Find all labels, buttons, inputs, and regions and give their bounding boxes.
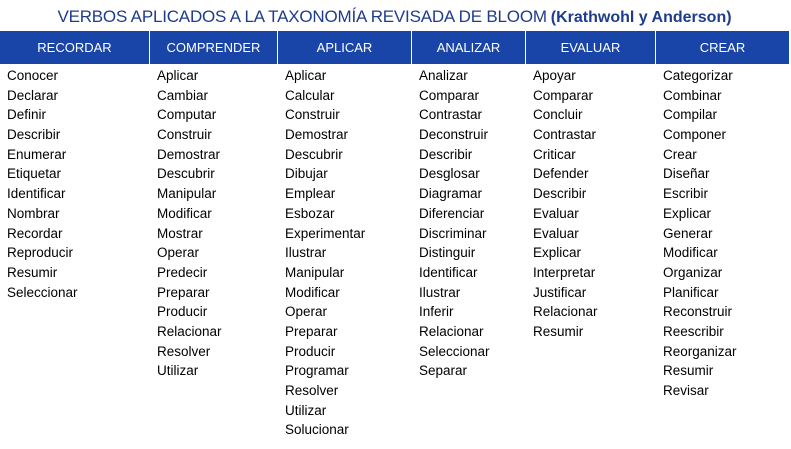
verb-list — [157, 66, 278, 381]
verb-item: Criticar — [533, 146, 576, 162]
verb-item: Producir — [157, 304, 208, 320]
verb-item: Identificar — [419, 264, 478, 280]
verb-item: Identificar — [7, 186, 66, 202]
title-authors-text: (Krathwohl y Anderson) — [550, 9, 732, 26]
verb-item: Solucionar — [285, 422, 349, 438]
verb-item: Concluir — [533, 107, 583, 123]
verb-list — [419, 66, 526, 381]
table-header-row — [0, 31, 789, 64]
verb-item: Explicar — [533, 245, 582, 261]
verb-columns — [0, 66, 789, 440]
verb-item: Evaluar — [533, 205, 579, 221]
verb-list — [285, 66, 412, 440]
verb-item: Mostrar — [157, 225, 203, 241]
verb-item: Diseñar — [663, 166, 710, 182]
verb-item: Interpretar — [533, 264, 596, 280]
verb-item: Declarar — [7, 87, 59, 103]
verb-item: Dibujar — [285, 166, 328, 182]
verb-list — [533, 66, 656, 342]
verb-item: Discriminar — [419, 225, 487, 241]
verb-item: Recordar — [7, 225, 63, 241]
verb-item: Describir — [7, 127, 61, 143]
verb-item: Combinar — [663, 87, 722, 103]
verb-item: Preparar — [285, 323, 338, 339]
column-comprender — [150, 66, 278, 440]
verb-item: Separar — [419, 363, 468, 379]
verb-item: Inferir — [419, 304, 454, 320]
verb-item: Resumir — [663, 363, 714, 379]
verb-item: Relacionar — [419, 323, 484, 339]
verb-item: Demostrar — [285, 127, 349, 143]
column-header-recordar: RECORDAR — [0, 31, 150, 64]
verb-item: Definir — [7, 107, 47, 123]
column-crear — [656, 66, 789, 440]
verb-item: Aplicar — [285, 68, 327, 83]
column-header-crear: CREAR — [699, 40, 746, 55]
verb-item: Diagramar — [419, 186, 483, 202]
column-recordar — [0, 66, 150, 440]
verb-item: Esbozar — [285, 205, 335, 221]
verb-item: Categorizar — [663, 68, 733, 83]
column-aplicar — [278, 66, 412, 440]
verb-item: Modificar — [663, 245, 718, 261]
verb-item: Descubrir — [157, 166, 215, 182]
verb-item: Ilustrar — [285, 245, 327, 261]
verb-item: Experimentar — [285, 225, 366, 241]
verb-item: Defender — [533, 166, 589, 182]
verb-item: Operar — [285, 304, 328, 320]
verb-item: Preparar — [157, 284, 210, 300]
verb-item: Reescribir — [663, 323, 724, 339]
verb-item: Compilar — [663, 107, 718, 123]
column-evaluar — [526, 66, 656, 440]
verb-item: Manipular — [285, 264, 345, 280]
verb-item: Construir — [157, 127, 212, 143]
verb-item: Modificar — [157, 205, 212, 221]
verb-item: Revisar — [663, 383, 709, 398]
verb-item: Describir — [419, 146, 473, 162]
verb-item: Contrastar — [419, 107, 483, 123]
verb-item: Nombrar — [7, 205, 60, 221]
verb-list — [7, 66, 150, 302]
column-header-comprender: COMPRENDER — [150, 31, 278, 64]
verb-list — [663, 66, 789, 401]
title-main-text: VERBOS APLICADOS A LA TAXONOMÍA REVISADA DE BLOOM — [57, 7, 547, 26]
column-header-evaluar: EVALUAR — [526, 31, 656, 64]
verb-item: Relacionar — [157, 323, 222, 339]
verb-item: Reconstruir — [663, 304, 733, 320]
verb-item: Modificar — [285, 284, 340, 300]
column-analizar — [412, 66, 526, 440]
verb-item: Apoyar — [533, 68, 576, 83]
verb-item: Diferenciar — [419, 205, 485, 221]
verb-item: Deconstruir — [419, 127, 489, 143]
verb-item: Seleccionar — [7, 284, 78, 300]
verb-item: Computar — [157, 107, 217, 123]
page-title — [0, 4, 789, 29]
verb-item: Seleccionar — [419, 343, 490, 359]
verb-item: Distinguir — [419, 245, 476, 261]
verb-item: Generar — [663, 225, 713, 241]
verb-item: Comparar — [419, 87, 480, 103]
verb-item: Organizar — [663, 264, 723, 280]
verb-item: Resumir — [7, 264, 58, 280]
verb-item: Describir — [533, 186, 587, 202]
verb-item: Reorganizar — [663, 343, 737, 359]
verb-item: Demostrar — [157, 146, 221, 162]
verb-item: Operar — [157, 245, 200, 261]
verb-item: Etiquetar — [7, 166, 62, 182]
verb-item: Escribir — [663, 186, 709, 202]
verb-item: Justificar — [533, 284, 587, 300]
verb-item: Resumir — [533, 323, 584, 339]
verb-item: Predecir — [157, 264, 208, 280]
verb-item: Emplear — [285, 186, 336, 202]
verb-item: Ilustrar — [419, 284, 461, 300]
verb-item: Conocer — [7, 68, 59, 83]
verb-item: Crear — [663, 146, 697, 162]
verb-item: Cambiar — [157, 87, 209, 103]
verb-item: Programar — [285, 363, 349, 379]
verb-item: Evaluar — [533, 225, 579, 241]
column-header-aplicar: APLICAR — [278, 31, 412, 64]
verb-item: Comparar — [533, 87, 594, 103]
verb-item: Resolver — [157, 343, 211, 359]
verb-item: Componer — [663, 127, 727, 143]
verb-item: Relacionar — [533, 304, 598, 320]
verb-item: Contrastar — [533, 127, 597, 143]
verb-item: Explicar — [663, 205, 712, 221]
verb-item: Producir — [285, 343, 336, 359]
verb-item: Aplicar — [157, 68, 199, 83]
column-header-analizar: ANALIZAR — [412, 31, 526, 64]
verb-item: Construir — [285, 107, 340, 123]
verb-item: Utilizar — [285, 402, 327, 418]
verb-item: Planificar — [663, 284, 719, 300]
verb-item: Analizar — [419, 68, 468, 83]
verb-item: Resolver — [285, 383, 339, 398]
verb-item: Enumerar — [7, 146, 67, 162]
verb-item: Descubrir — [285, 146, 343, 162]
verb-item: Desglosar — [419, 166, 480, 182]
verb-item: Manipular — [157, 186, 217, 202]
verb-item: Calcular — [285, 87, 335, 103]
verb-item: Reproducir — [7, 245, 74, 261]
verb-item: Utilizar — [157, 363, 199, 379]
